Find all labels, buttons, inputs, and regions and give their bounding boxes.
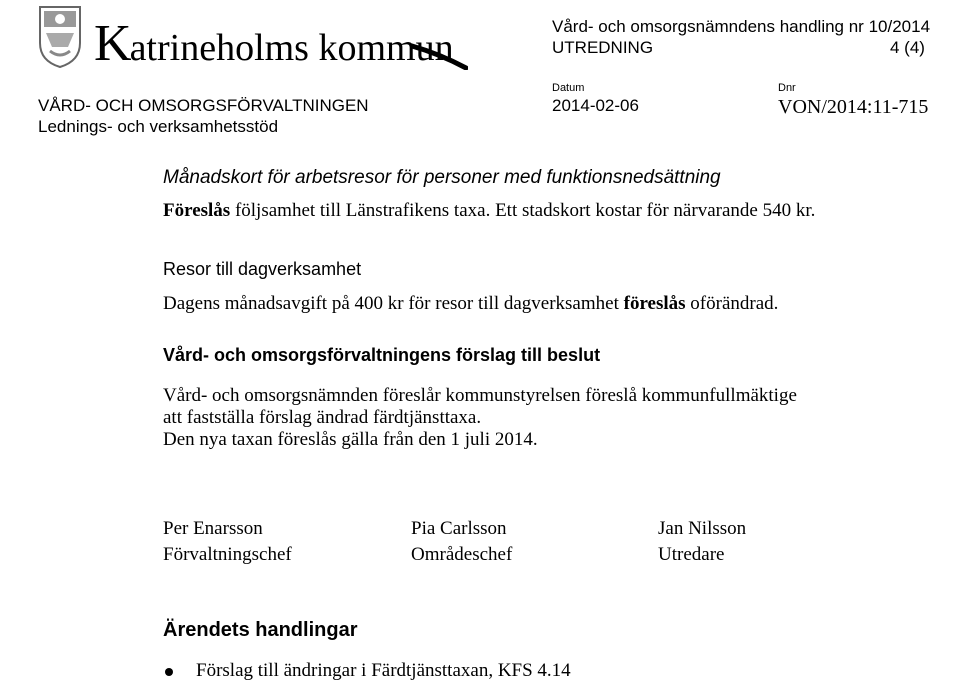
signature-block <box>411 516 512 568</box>
dnr-label: Dnr <box>778 82 796 94</box>
daily-text-pre: Dagens månadsavgift på 400 kr för resor till dagverksamhet <box>163 293 624 314</box>
proposal-bold: Föreslås <box>163 200 231 221</box>
daily-activity-paragraph <box>163 293 778 315</box>
signatory-name: Pia Carlsson <box>411 518 507 539</box>
signatory-name: Per Enarsson <box>163 518 263 539</box>
decision-paragraph <box>163 385 953 451</box>
daily-text-post: oförändrad. <box>685 293 779 314</box>
signature-block <box>163 516 292 568</box>
signatory-title: Förvaltningschef <box>163 544 292 565</box>
proposal-paragraph <box>163 200 815 222</box>
date-value: 2014-02-06 <box>552 96 639 115</box>
dnr-value: VON/2014:11-715 <box>778 96 929 118</box>
signatory-name: Jan Nilsson <box>658 518 747 539</box>
logo-swoosh-icon <box>410 40 468 70</box>
bullet-icon <box>165 668 173 676</box>
signatory-title: Utredare <box>658 544 725 565</box>
municipality-name-initial: K <box>94 15 130 72</box>
page-number: 4 (4) <box>890 38 925 57</box>
document-type: UTREDNING <box>552 38 654 57</box>
document-list-item: Förslag till ändringar i Färdtjänsttaxan, KFS 4.14 <box>196 660 571 681</box>
documents-heading: Ärendets handlingar <box>163 619 358 641</box>
decision-heading: Vård- och omsorgsförvaltningens förslag till beslut <box>163 345 601 365</box>
signature-block <box>658 516 746 568</box>
handling-number: Vård- och omsorgsnämndens handling nr 10/2014 <box>552 17 931 36</box>
date-label: Datum <box>552 82 585 94</box>
department-name: VÅRD- OCH OMSORGSFÖRVALTNINGEN <box>38 96 369 115</box>
proposal-text: följsamhet till Länstrafikens taxa. Ett stadskort kostar för närvarande 540 kr. <box>230 200 816 221</box>
section-title: Månadskort för arbetsresor för personer med funktionsnedsättning <box>163 167 721 188</box>
municipality-name-rest: atrineholms kommun <box>129 27 454 69</box>
daily-text-bold: föreslås <box>623 293 686 314</box>
decision-line: Den nya taxan föreslås gälla från den 1 juli 2014. <box>163 429 538 450</box>
municipality-name <box>94 14 454 73</box>
decision-line: att fastställa förslag ändrad färdtjänsttaxa. <box>163 407 482 428</box>
unit-name: Lednings- och verksamhetsstöd <box>38 117 279 136</box>
signatory-title: Områdeschef <box>411 544 513 565</box>
decision-line: Vård- och omsorgsnämnden föreslår kommunstyrelsen föreslå kommunfullmäktige <box>163 385 797 406</box>
municipality-crest-logo <box>38 3 82 69</box>
sub-heading: Resor till dagverksamhet <box>163 259 362 279</box>
